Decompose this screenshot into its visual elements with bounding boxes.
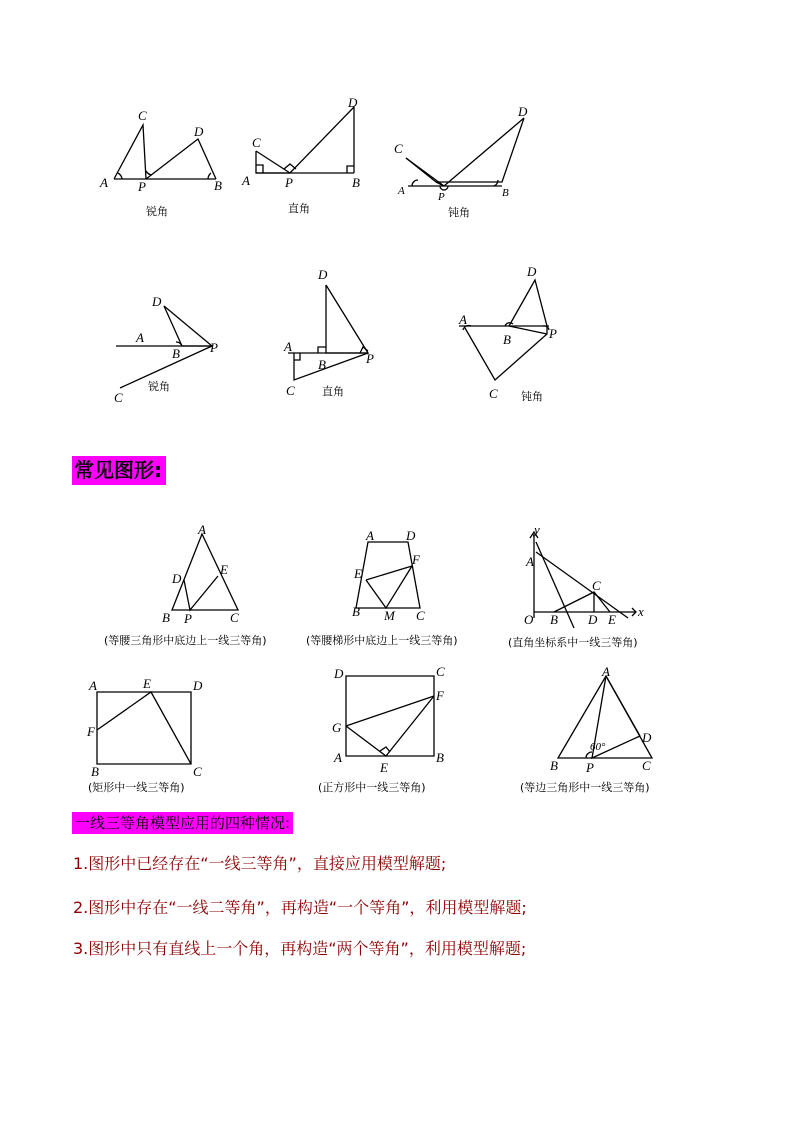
svg-text:G: G — [332, 720, 342, 735]
svg-text:C: C — [230, 610, 239, 625]
svg-text:y: y — [534, 522, 540, 537]
angle-60-label: 60° — [590, 741, 606, 753]
svg-text:E: E — [220, 562, 228, 577]
figure-isosceles — [150, 522, 260, 627]
svg-text:x: x — [638, 604, 644, 619]
svg-text:B: B — [550, 612, 558, 627]
label-obtuse-1: 钝角 — [448, 206, 470, 219]
svg-text:C: C — [436, 664, 445, 679]
svg-text:D: D — [172, 571, 182, 586]
figure-right-1 — [240, 95, 370, 225]
label-acute-2: 锐角 — [148, 380, 170, 393]
svg-text:C: C — [489, 386, 498, 401]
label-acute-1: 锐角 — [146, 205, 168, 218]
svg-text:P: P — [549, 326, 557, 341]
svg-text:D: D — [348, 95, 358, 110]
caption-coordinate: (直角坐标系中一线三等角) — [508, 636, 638, 649]
svg-text:C: C — [394, 141, 403, 156]
caption-rectangle: (矩形中一线三等角) — [88, 781, 185, 794]
label-obtuse-2: 钝角 — [521, 390, 543, 403]
list-item: 3.图形中只有直线上一个角，再构造“两个等角”，利用模型解题; — [73, 939, 527, 958]
svg-text:O: O — [524, 612, 534, 627]
figure-coordinate — [512, 522, 647, 630]
svg-text:E: E — [608, 612, 616, 627]
svg-text:D: D — [588, 612, 598, 627]
figure-obtuse-1 — [390, 100, 540, 225]
svg-text:P: P — [210, 340, 218, 355]
svg-text:P: P — [138, 179, 146, 194]
svg-text:D: D — [518, 104, 528, 119]
svg-text:E: E — [143, 676, 151, 691]
svg-text:B: B — [172, 346, 180, 361]
svg-text:B: B — [502, 187, 509, 199]
svg-text:C: C — [114, 390, 123, 405]
svg-text:D: D — [152, 294, 162, 309]
svg-text:C: C — [642, 758, 651, 773]
svg-text:P: P — [586, 760, 594, 775]
caption-trapezoid: (等腰梯形中底边上一线三等角) — [306, 634, 458, 647]
svg-text:A: A — [284, 339, 292, 354]
figure-equilateral — [548, 666, 678, 778]
caption-isosceles: (等腰三角形中底边上一线三等角) — [104, 634, 267, 647]
svg-text:B: B — [352, 175, 360, 190]
svg-text:F: F — [412, 552, 420, 567]
svg-text:F: F — [87, 724, 95, 739]
model-subheading: 一线三等角模型应用的四种情况: — [72, 812, 293, 834]
svg-text:A: A — [526, 554, 534, 569]
figure-right-2 — [282, 265, 382, 405]
svg-text:A: A — [366, 528, 374, 543]
svg-text:D: D — [193, 678, 203, 693]
svg-text:F: F — [436, 688, 444, 703]
svg-text:D: D — [642, 730, 652, 745]
svg-text:A: A — [100, 175, 108, 190]
list-item: 1.图形中已经存在“一线三等角”，直接应用模型解题; — [73, 854, 447, 873]
svg-text:D: D — [318, 267, 328, 282]
svg-text:P: P — [438, 191, 445, 203]
svg-text:P: P — [366, 351, 374, 366]
svg-text:E: E — [354, 566, 362, 581]
svg-text:A: A — [334, 750, 342, 765]
svg-text:C: C — [416, 608, 425, 623]
svg-text:B: B — [318, 357, 326, 372]
svg-text:A: A — [89, 678, 97, 693]
list-item: 2.图形中存在“一线二等角”，再构造“一个等角”，利用模型解题; — [73, 898, 527, 917]
label-right-2: 直角 — [322, 385, 344, 398]
svg-text:C: C — [138, 108, 147, 123]
svg-text:M: M — [384, 608, 395, 623]
svg-text:A: A — [136, 330, 144, 345]
svg-text:A: A — [398, 185, 405, 197]
svg-text:A: A — [602, 664, 610, 679]
figure-obtuse-2 — [445, 262, 580, 407]
figure-trapezoid — [350, 528, 440, 628]
svg-text:A: A — [459, 312, 467, 327]
label-right-1: 直角 — [288, 202, 310, 215]
figure-rectangle — [85, 676, 210, 779]
svg-text:B: B — [352, 604, 360, 619]
svg-text:C: C — [193, 764, 202, 779]
svg-text:E: E — [380, 760, 388, 775]
svg-text:B: B — [436, 750, 444, 765]
svg-text:B: B — [162, 610, 170, 625]
svg-text:A: A — [198, 522, 206, 537]
svg-text:B: B — [214, 178, 222, 193]
svg-text:C: C — [252, 135, 261, 150]
svg-text:B: B — [550, 758, 558, 773]
svg-text:D: D — [194, 124, 204, 139]
caption-square: (正方形中一线三等角) — [318, 781, 426, 794]
svg-text:D: D — [527, 264, 537, 279]
svg-text:D: D — [334, 666, 344, 681]
svg-text:P: P — [285, 175, 293, 190]
svg-text:B: B — [503, 332, 511, 347]
caption-equilateral: (等边三角形中一线三等角) — [520, 781, 650, 794]
svg-text:P: P — [184, 611, 192, 626]
svg-text:A: A — [242, 173, 250, 188]
figure-acute-1 — [90, 95, 230, 225]
section-heading: 常见图形: — [72, 456, 166, 485]
svg-text:C: C — [592, 578, 601, 593]
figure-square — [328, 664, 453, 774]
svg-text:D: D — [406, 528, 416, 543]
svg-text:B: B — [91, 764, 99, 779]
svg-text:C: C — [286, 383, 295, 398]
figure-acute-2 — [110, 290, 230, 405]
